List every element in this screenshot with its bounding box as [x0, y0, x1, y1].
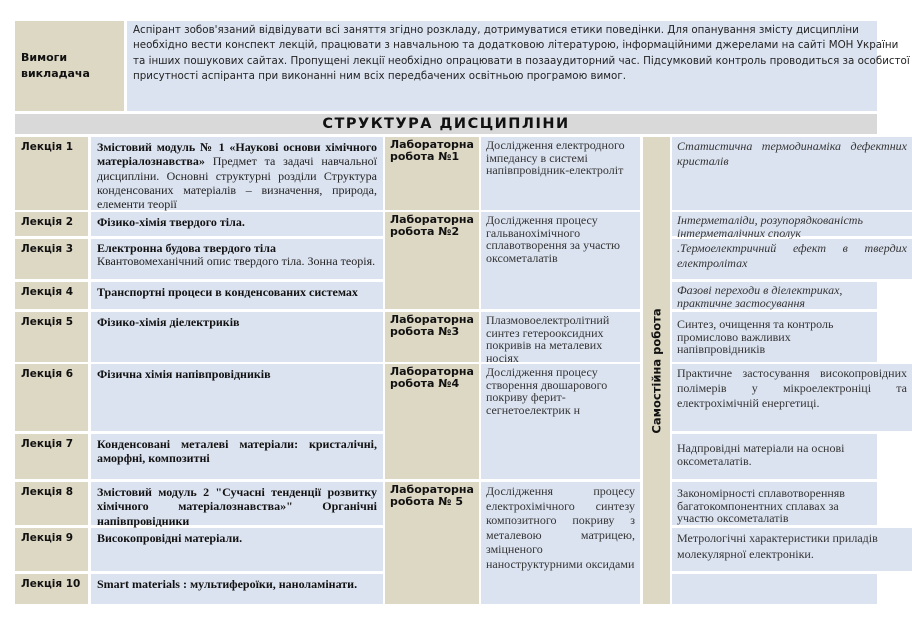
independent-work-item: Інтерметаліди, розупорядкованість інтерметалічних сполук	[672, 212, 912, 236]
lecture-label: Лекція 8	[15, 482, 88, 525]
lecture-topic-bold: Транспортні процеси в конденсованих системах	[97, 285, 358, 299]
independent-work-item: Фазові переходи в діелектриках, практичне застосування	[672, 282, 877, 309]
lecture-label: Лекція 9	[15, 528, 88, 571]
lecture-topic	[91, 212, 383, 236]
lecture-label: Лекція 6	[15, 364, 88, 431]
independent-work-item: .Термоелектричний ефект в твердих електролітах	[672, 239, 912, 279]
lab-label: Лабораторна робота №3	[385, 312, 479, 362]
independent-work-item: Синтез, очищення та контроль промислово важливих напівпровідників	[672, 312, 877, 362]
lab-description: Плазмовоелектролітний синтез гетерооксидних покривів на металевих носіях	[481, 312, 640, 362]
lecture-topic	[91, 137, 383, 210]
independent-work-label-text: Самостійна робота	[649, 307, 664, 434]
independent-work-item	[672, 574, 877, 604]
lecture-label: Лекція 3	[15, 239, 88, 279]
lecture-label: Лекція 7	[15, 434, 88, 479]
requirements-line: необхідно вести конспект лекцій, працювати з навчальною та додатковою літературою, інформаційними джерелами на сайті МОН України	[133, 39, 899, 52]
independent-work-label	[643, 137, 670, 604]
lecture-topic	[91, 239, 383, 279]
independent-work-item: Закономірності сплавотворенняв багатокомпонентних сплавах за участю оксометалатів	[672, 482, 877, 525]
lecture-label: Лекція 4	[15, 282, 88, 309]
lecture-topic-bold: Smart materials : мультифероїки, наноламінати.	[97, 577, 358, 591]
lab-description: Дослідження процесу гальванохімічного сплавотворення за участю оксометалатів	[481, 212, 640, 309]
lecture-topic-text: Квантовомеханічний опис твердого тіла. Зонна теорія.	[97, 254, 376, 268]
lecture-topic-bold: Фізико-хімія діелектриків	[97, 315, 240, 329]
requirements-line: Аспірант зобов'язаний відвідувати всі заняття згідно розкладу, дотримуватися етики поведінки. Для опанування змісту дисципліни	[133, 24, 859, 36]
lab-label: Лабораторна робота №4	[385, 364, 479, 479]
independent-work-item: Надпровідні матеріали на основі оксометалатів.	[672, 434, 877, 479]
lecture-topic-text: Предмет та задачі навчальної дисципліни. Основні структурні розділи Структура конденсованих матеріалів – визначення, природа, елементи теорії	[97, 154, 377, 212]
lecture-topic-bold: Фізико-хімія твердого тіла.	[97, 215, 245, 229]
independent-work-item: Статистична термодинаміка дефектних кристалів	[672, 137, 912, 210]
structure-title: СТРУКТУРА ДИСЦИПЛІНИ	[15, 114, 877, 134]
lecture-topic	[91, 312, 383, 362]
lecture-topic	[91, 282, 383, 309]
lecture-topic-bold: Змістовий модуль № 1 «Наукові основи хімічного матеріалознавства»	[97, 140, 377, 169]
lecture-topic	[91, 482, 383, 528]
requirements-label	[15, 21, 124, 111]
lab-description: Дослідження процесу створення двошарового покриву ферит-сегнетоелектрик н	[481, 364, 640, 479]
lecture-label: Лекція 2	[15, 212, 88, 236]
lecture-label: Лекція 10	[15, 574, 88, 604]
independent-work-item: Метрологічні характеристики приладів молекулярної електроніки.	[672, 528, 912, 571]
independent-work-item: Практичне застосування високопровідних полімерів у мікроелектроніці та електрохімічній енергетиці.	[672, 364, 912, 431]
requirements-line: присутності аспіранта при виконанні ним всіх передбачених освітньою програмою вимог.	[133, 69, 627, 82]
lab-label: Лабораторна робота №1	[385, 137, 479, 210]
lecture-topic-bold: Змістовий модуль 2 "Сучасні тенденції розвитку хімічного матеріалознавства»" Органічні напівпровідники	[97, 485, 377, 528]
lecture-topic-bold: Електронна будова твердого тіла	[97, 241, 276, 255]
requirements-line: та інших пошукових сайтах. Пропущені лекції необхідно опрацювати в позааудиторний час. Підсумковий контроль проводиться за особистої	[133, 54, 910, 67]
lecture-topic-bold: Фізична хімія напівпровідників	[97, 367, 271, 381]
lab-label: Лабораторна робота № 5	[385, 482, 479, 604]
lecture-topic-bold: Конденсовані металеві матеріали: кристалічні, аморфні, композитні	[97, 437, 377, 466]
lecture-topic-bold: Високопровідні матеріали.	[97, 531, 243, 545]
lecture-label: Лекція 5	[15, 312, 88, 362]
requirements-label-text: Вимоги викладача	[21, 51, 90, 80]
lecture-topic	[91, 364, 383, 431]
requirements-text	[127, 21, 910, 111]
lecture-topic	[91, 574, 383, 604]
lecture-label: Лекція 1	[15, 137, 88, 210]
lecture-topic	[91, 528, 383, 571]
lab-description: Дослідження електродного імпедансу в системі напівпровідник-електроліт	[481, 137, 640, 210]
lecture-topic	[91, 434, 383, 479]
lab-label: Лабораторна робота №2	[385, 212, 479, 309]
lab-description: Дослідження процесу електрохімічного синтезу композитного покриву з металевою матрицею, зміцненого наноструктурними оксидами	[481, 482, 640, 604]
